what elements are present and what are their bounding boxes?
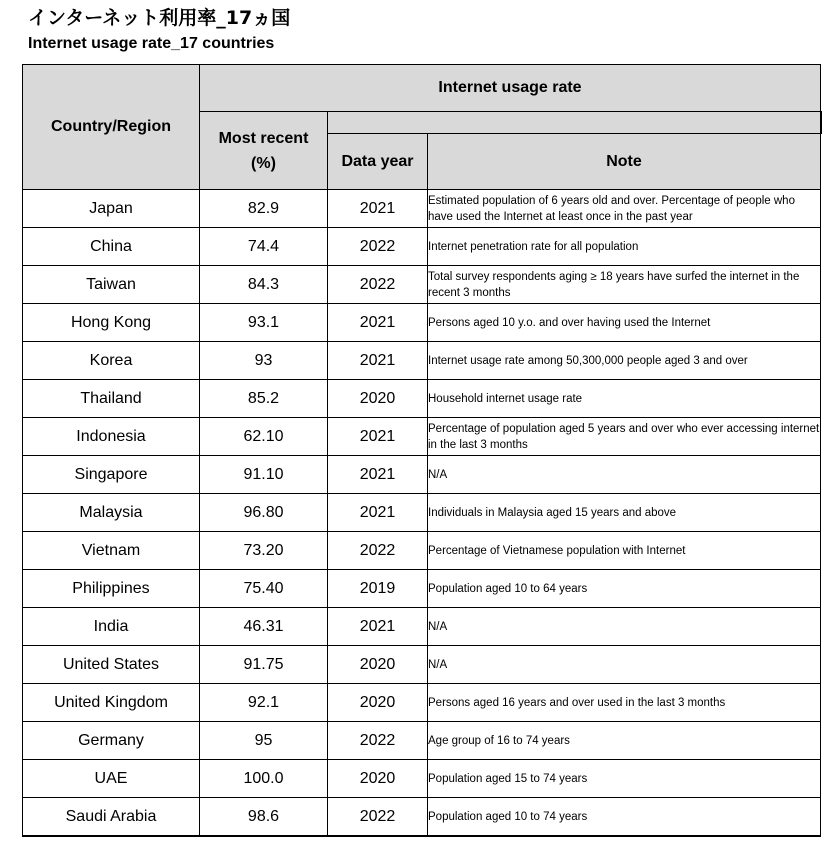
country-cell: Japan [23, 190, 200, 228]
note-cell: Internet usage rate among 50,300,000 people aged 3 and over [428, 342, 821, 380]
note-cell: Percentage of population aged 5 years and over who ever accessing internet in the last 3 months [428, 418, 821, 456]
year-cell: 2021 [328, 190, 428, 228]
year-cell: 2021 [328, 342, 428, 380]
year-cell: 2020 [328, 380, 428, 418]
note-cell: Internet penetration rate for all population [428, 228, 821, 266]
note-cell: Percentage of Vietnamese population with Internet [428, 532, 821, 570]
table-row [23, 722, 821, 760]
table-row [23, 380, 821, 418]
year-cell: 2022 [328, 798, 428, 837]
country-cell: India [23, 608, 200, 646]
rate-cell: 73.20 [200, 532, 328, 570]
rate-cell: 62.10 [200, 418, 328, 456]
rate-cell: 91.75 [200, 646, 328, 684]
year-cell: 2019 [328, 570, 428, 608]
rate-cell: 75.40 [200, 570, 328, 608]
year-cell: 2021 [328, 418, 428, 456]
table-row [23, 646, 821, 684]
note-cell: N/A [428, 608, 821, 646]
page-title-japanese: インターネット利用率_17ヵ国 [28, 7, 291, 29]
rate-cell: 92.1 [200, 684, 328, 722]
country-cell: United Kingdom [23, 684, 200, 722]
year-cell: 2021 [328, 456, 428, 494]
table-row [23, 418, 821, 456]
note-cell: Population aged 10 to 64 years [428, 570, 821, 608]
header-internet-usage-rate: Internet usage rate [200, 65, 821, 112]
table-row [23, 608, 821, 646]
year-cell: 2022 [328, 266, 428, 304]
country-cell: Philippines [23, 570, 200, 608]
table-row [23, 266, 821, 304]
table-body [23, 190, 821, 837]
table-row [23, 304, 821, 342]
header-note: Note [428, 134, 821, 190]
country-cell: Vietnam [23, 532, 200, 570]
table-row [23, 456, 821, 494]
rate-cell: 46.31 [200, 608, 328, 646]
rate-cell: 93.1 [200, 304, 328, 342]
table-row [23, 532, 821, 570]
year-cell: 2021 [328, 494, 428, 532]
country-cell: Malaysia [23, 494, 200, 532]
country-cell: Hong Kong [23, 304, 200, 342]
rate-cell: 96.80 [200, 494, 328, 532]
year-cell: 2022 [328, 228, 428, 266]
year-cell: 2021 [328, 304, 428, 342]
note-cell: Individuals in Malaysia aged 15 years and above [428, 494, 821, 532]
table-row [23, 228, 821, 266]
note-cell: Population aged 15 to 74 years [428, 760, 821, 798]
header-most-recent-line1: Most recent [218, 129, 309, 147]
rate-cell: 95 [200, 722, 328, 760]
table-row [23, 570, 821, 608]
rate-cell: 100.0 [200, 760, 328, 798]
year-cell: 2020 [328, 760, 428, 798]
year-cell: 2022 [328, 532, 428, 570]
header-data-year: Data year [328, 134, 428, 190]
header-most-recent [200, 112, 328, 190]
year-cell: 2020 [328, 646, 428, 684]
note-cell: Persons aged 10 y.o. and over having used the Internet [428, 304, 821, 342]
note-cell: Population aged 10 to 74 years [428, 798, 821, 837]
country-cell: Thailand [23, 380, 200, 418]
header-most-recent-line2: (%) [251, 154, 276, 172]
header-gap [328, 112, 821, 134]
country-cell: China [23, 228, 200, 266]
note-cell: N/A [428, 456, 821, 494]
note-cell: Household internet usage rate [428, 380, 821, 418]
country-cell: Singapore [23, 456, 200, 494]
header-country-region: Country/Region [23, 65, 200, 190]
rate-cell: 98.6 [200, 798, 328, 837]
country-cell: Germany [23, 722, 200, 760]
rate-cell: 91.10 [200, 456, 328, 494]
country-cell: UAE [23, 760, 200, 798]
note-cell: Estimated population of 6 years old and over. Percentage of people who have used the Internet at least once in the past year [428, 190, 821, 228]
rate-cell: 82.9 [200, 190, 328, 228]
note-cell: Age group of 16 to 74 years [428, 722, 821, 760]
table-row [23, 190, 821, 228]
rate-cell: 93 [200, 342, 328, 380]
note-cell: N/A [428, 646, 821, 684]
rate-cell: 84.3 [200, 266, 328, 304]
note-cell: Persons aged 16 years and over used in the last 3 months [428, 684, 821, 722]
table-row [23, 494, 821, 532]
page-title-english: Internet usage rate_17 countries [28, 35, 275, 52]
rate-cell: 74.4 [200, 228, 328, 266]
country-cell: Taiwan [23, 266, 200, 304]
year-cell: 2021 [328, 608, 428, 646]
country-cell: United States [23, 646, 200, 684]
table-row [23, 342, 821, 380]
year-cell: 2022 [328, 722, 428, 760]
country-cell: Indonesia [23, 418, 200, 456]
country-cell: Saudi Arabia [23, 798, 200, 837]
table-row [23, 684, 821, 722]
note-cell: Total survey respondents aging ≥ 18 years have surfed the internet in the recent 3 months [428, 266, 821, 304]
internet-usage-table [22, 64, 822, 837]
year-cell: 2020 [328, 684, 428, 722]
country-cell: Korea [23, 342, 200, 380]
table-row [23, 798, 821, 837]
table-row [23, 760, 821, 798]
rate-cell: 85.2 [200, 380, 328, 418]
